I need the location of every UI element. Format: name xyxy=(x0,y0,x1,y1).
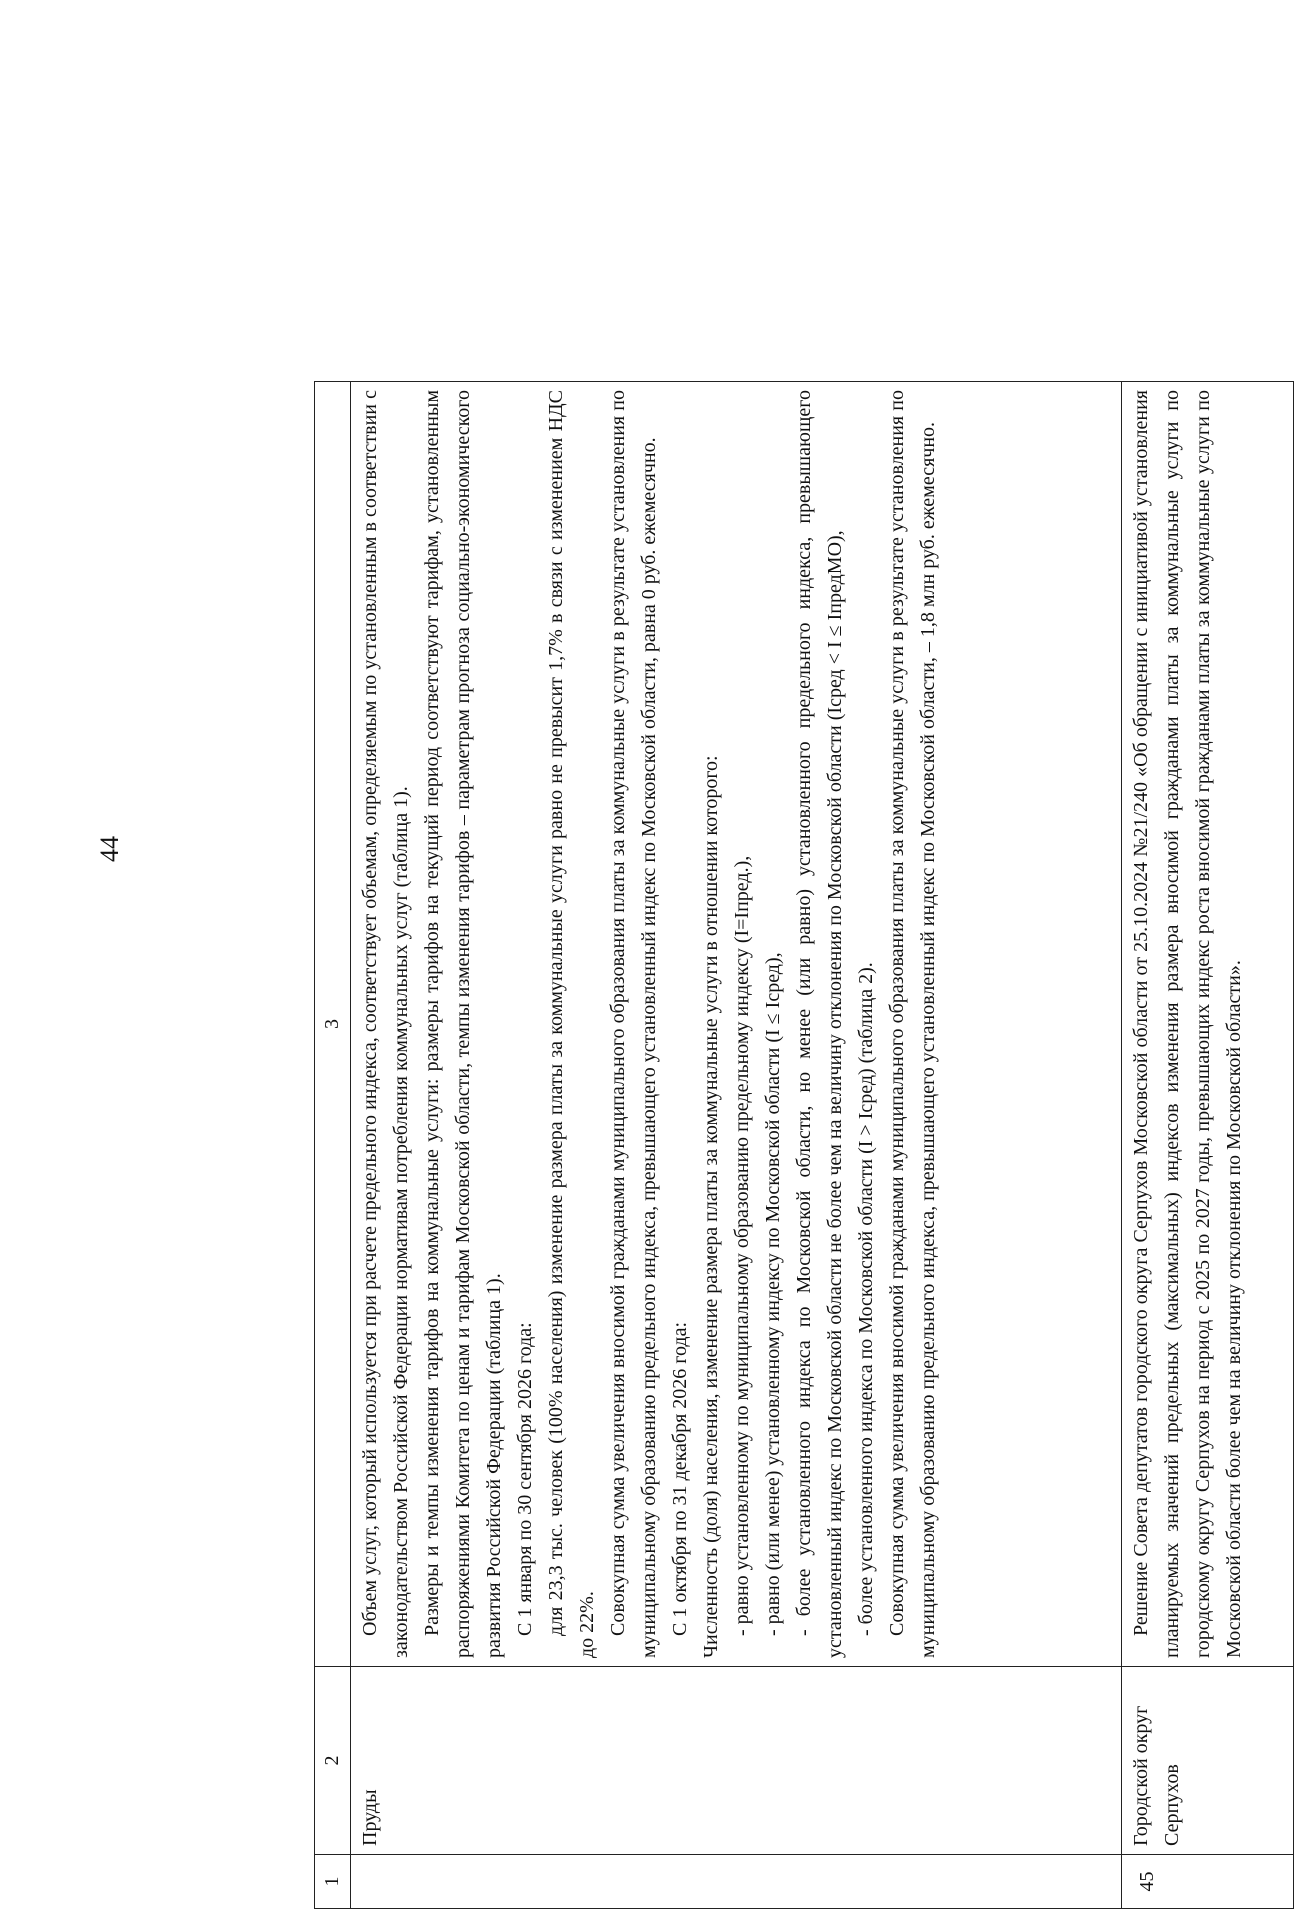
column-header: 3 xyxy=(315,382,351,1667)
description-cell xyxy=(1122,382,1294,1667)
description-cell xyxy=(351,382,1122,1667)
paragraph: Объем услуг, который используется при расчете предельного индекса, соответствует объемам, определяемым по установленным в соответствии с законодательством Российской Федерации нормативам потребления коммунальных услуг (таблица 1). xyxy=(359,390,412,1658)
paragraph: - более установленного индекса по Московской области (I > Iсред) (таблица 2). xyxy=(855,962,877,1636)
table-row xyxy=(1122,382,1294,1909)
paragraph: - равно (или менее) установленному индексу по Московской области (I ≤ Iсред), xyxy=(762,952,784,1636)
paragraph: С 1 октября по 31 декабря 2026 года: xyxy=(669,1321,691,1636)
paragraph: Совокупная сумма увеличения вносимой гражданами муниципального образования платы за коммунальные услуги в результате установления по муниципальному образованию предельного индекса, превышающего установленный индекс по Московской области, равна 0 руб. ежемесячно. xyxy=(607,390,660,1658)
table-header-row xyxy=(315,382,351,1909)
paragraph: С 1 января по 30 сентября 2026 года: xyxy=(514,1322,536,1636)
paragraph: - равно установленному по муниципальному образованию предельному индексу (I=Iпред.), xyxy=(731,855,753,1636)
paragraph: Численность (доля) населения, изменение размера платы за коммунальные услуги в отношении которого: xyxy=(700,755,722,1658)
paragraph: - более установленного индекса по Московской области, но менее (или равно) установленного предельного индекса, превышающего установленный индекс по Московской области не более чем на величину отклонения по Московской области (Iсред < I ≤ IпредМО), xyxy=(793,390,846,1658)
page-number: 44 xyxy=(95,836,124,862)
municipality-name: Пруды xyxy=(351,1667,1122,1855)
document-table xyxy=(314,381,1294,1909)
municipality-name: Городской округ Серпухов xyxy=(1122,1667,1294,1855)
table-row xyxy=(351,382,1122,1909)
paragraph: Решение Совета депутатов городского округа Серпухов Московской области от 25.10.2024 №21/240 «Об обращении с инициативой установления планируемых значений предельных (максимальных) индексов изменения размера вносимой гражданами платы за коммунальные услуги по городскому округу Серпухов на период с 2025 по 2027 годы, превышающих индекс роста вносимой гражданами платы за коммунальные услуги по Московской области более чем на величину отклонения по Московской области». xyxy=(1130,390,1246,1658)
paragraph: для 23,3 тыс. человек (100% населения) изменение размера платы за коммунальные услуги равно не превысит 1,7% в связи с изменением НДС до 22%. xyxy=(545,390,598,1658)
column-header: 1 xyxy=(315,1855,351,1909)
column-header: 2 xyxy=(315,1667,351,1855)
paragraph: Размеры и темпы изменения тарифов на коммунальные услуги: размеры тарифов на текущий период соответствуют тарифам, установленным распоряжениями Комитета по ценам и тарифам Московской области, темпы изменения тарифов – параметрам прогноза социально-экономического развития Российской Федерации (таблица 1). xyxy=(421,390,505,1658)
paragraph: Совокупная сумма увеличения вносимой гражданами муниципального образования платы за коммунальные услуги в результате установления по муниципальному образованию предельного индекса, превышающего установленный индекс по Московской области, – 1,8 млн руб. ежемесячно. xyxy=(886,390,939,1658)
row-number xyxy=(351,1855,1122,1909)
row-number: 45 xyxy=(1122,1855,1294,1909)
